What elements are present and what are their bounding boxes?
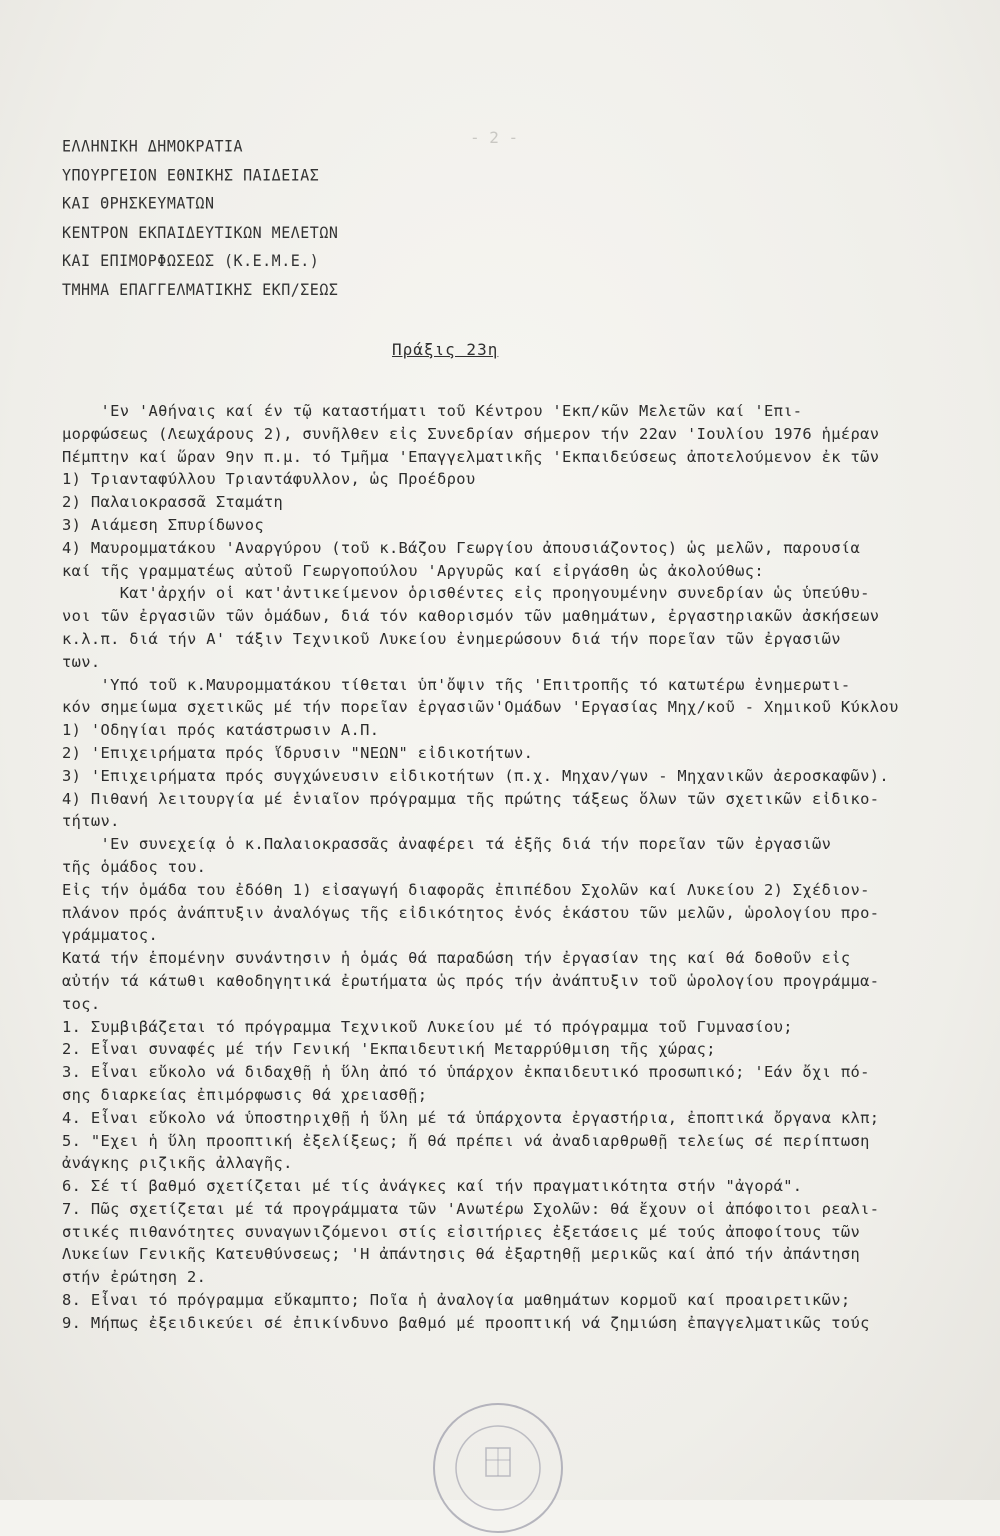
body-line: 'Υπό τοῦ κ.Μαυρομματάκου τίθεται ὑπ'ὄψιν τῆς 'Επιτροπῆς τό κατωτέρω ἐνημερωτι- <box>62 675 851 694</box>
body-line: Κατ'ἀρχήν οἱ κατ'ἀντικείμενον ὁρισθέντες εἰς προηγουμένην συνεδρίαν ὡς ὑπεύθυ- <box>62 584 870 603</box>
body-line: 6. Σέ τί βαθμό σχετίζεται μέ τίς ἀνάγκες καί τήν πραγματικότητα στήν "ἀγορά". <box>62 1177 803 1196</box>
body-line: Κατά τήν ἑπομένην συνάντησιν ἡ ὁμάς θά παραδώση τήν ἐργασίαν της καί θά δοθοῦν εἰς <box>62 949 851 968</box>
body-line: 'Εν 'Αθήναις καί έν τῷ καταστήματι τοῦ Κέντρου 'Εκπ/κῶν Μελετῶν καί 'Επι- <box>62 402 803 420</box>
body-line: 3. Εἶναι εὔκολο νά διδαχθῇ ἡ ὕλη ἀπό τό ὑπάρχον ἐκπαιδευτικό προσωπικό; 'Εάν ὄχι πό- <box>62 1063 870 1082</box>
body-line: 3) Αιάμεση Σπυρίδωνος <box>62 515 264 534</box>
body-line: τῆς ὁμάδος του. <box>62 857 207 876</box>
page-number: - 2 - <box>470 128 519 147</box>
body-line: ἀνάγκης ριζικῆς ἀλλαγῆς. <box>62 1154 293 1173</box>
body-line: 2) Παλαιοκρασσᾶ Σταμάτη <box>62 493 284 512</box>
body-line: 9. Μήπως ἐξειδικεύει σέ ἐπικίνδυνο βαθμό μέ προοπτική νά ζημιώση ἐπαγγελματικῶς τούς <box>62 1313 870 1332</box>
body-line: Λυκείων Γενικῆς Κατευθύνσεως; 'Η ἀπάντησις θά ἐξαρτηθῇ μερικῶς καί ἀπό τήν ἀπάντηση <box>62 1245 861 1264</box>
body-line: 3) 'Επιχειρήματα πρός συγχώνευσιν εἰδικοτήτων (π.χ. Μηχαν/γων - Μηχανικῶν ἀεροσκαφῶν). <box>62 766 889 785</box>
letterhead-line: ΚΑΙ ΕΠΙΜΟΡΦΩΣΕΩΣ (Κ.Ε.Μ.Ε.) <box>62 250 320 271</box>
body-line: 'Εν συνεχείᾳ ὁ κ.Παλαιοκρασσᾶς ἀναφέρει τά ἑξῆς διά τήν πορεῖαν τῶν ἐργασιῶν <box>62 835 832 854</box>
body-line: σης διαρκείας ἐπιμόρφωσις θά χρειασθῇ; <box>62 1085 428 1104</box>
body-line: 4. Εἶναι εὔκολο νά ὑποστηριχθῇ ἡ ὕλη μέ τά ὑπάρχοντα ἐργαστήρια, ἐποπτικά ὄργανα κλπ; <box>62 1108 880 1127</box>
body-line: Πέμπτην καί ὥραν 9ην π.μ. τό Τμῆμα 'Επαγγελματικῆς 'Εκπαιδεύσεως ἀποτελούμενον ἐκ τῶν <box>62 447 880 466</box>
body-line: 2. Εἶναι συναφές μέ τήν Γενική 'Εκπαιδευτική Μεταρρύθμιση τῆς χώρας; <box>62 1040 716 1059</box>
body-line: αὐτήν τά κάτωθι καθοδηγητικά ἐρωτήματα ὡς πρός τήν ἀνάπτυξιν τοῦ ὡρολογίου προγράμμα- <box>62 971 880 990</box>
letterhead-line: ΚΑΙ ΘΡΗΣΚΕΥΜΑΤΩΝ <box>62 193 215 213</box>
body-line: 1) 'Οδηγίαι πρός κατάστρωσιν Α.Π. <box>62 721 380 740</box>
letterhead-line: ΤΜΗΜΑ ΕΠΑΓΓΕΛΜΑΤΙΚΗΣ ΕΚΠ/ΣΕΩΣ <box>62 279 339 299</box>
body-line: 5. "Εχει ἡ ὕλη προοπτική ἐξελίξεως; ἤ θά πρέπει νά ἀναδιαρθρωθῇ τελείως σέ περίπτωση <box>62 1131 870 1150</box>
body-line: στικές πιθανότητες συναγωνιζόμενοι στίς εἰσιτήριες ἐξετάσεις μέ τούς ἀποφοίτους τῶν <box>62 1222 861 1241</box>
body-line: καί τῆς γραμματέως αὐτοῦ Γεωργοπούλου 'Αργυρῶς καί εἰργάσθη ὡς ἀκολούθως: <box>62 561 764 580</box>
body-line: τήτων. <box>62 812 120 831</box>
body-line: 4) Πιθανή λειτουργία μέ ἑνιαῖον πρόγραμμα τῆς πρώτης τάξεως ὅλων τῶν σχετικῶν εἰδικο- <box>62 789 880 808</box>
body-line: στήν ἐρώτηση 2. <box>62 1268 207 1287</box>
body-line: των. <box>62 652 101 671</box>
body-line: 1) Τριανταφύλλου Τριαντάφυλλον, ὡς Προέδρου <box>62 470 476 489</box>
body-line: τος. <box>62 994 101 1013</box>
letterhead-line: ΕΛΛΗΝΙΚΗ ΔΗΜΟΚΡΑΤΙΑ <box>62 136 244 156</box>
letterhead-line: ΚΕΝΤΡΟΝ ΕΚΠΑΙΔΕΥΤΙΚΩΝ ΜΕΛΕΤΩΝ <box>62 222 339 242</box>
body-line: 2) 'Επιχειρήματα πρός ἵδρυσιν "ΝΕΩΝ" εἰδικοτήτων. <box>62 743 534 762</box>
letterhead <box>62 132 338 304</box>
body-line: κ.λ.π. διά τήν Α' τάξιν Τεχνικοῦ Λυκείου ἐνημερώσουν διά τήν πορεῖαν τῶν ἐργασιῶν <box>62 629 841 648</box>
body-line: 8. Εἶναι τό πρόγραμμα εὔκαμπτο; Ποῖα ἡ ἀναλογία μαθημάτων κορμοῦ καί προαιρετικῶν; <box>62 1291 851 1310</box>
body-line: 1. Συμβιβάζεται τό πρόγραμμα Τεχνικοῦ Λυκείου μέ τό πρόγραμμα τοῦ Γυμνασίου; <box>62 1017 793 1036</box>
body-line: κόν σημείωμα σχετικῶς μέ τήν πορεῖαν ἐργασιῶν'Ομάδων 'Εργασίας Μηχ/κοῦ - Χημικοῦ Κύκλου <box>62 698 899 717</box>
body-line: 4) Μαυρομματάκου 'Αναργύρου (τοῦ κ.Βάζου Γεωργίου ἀπουσιάζοντος) ὡς μελῶν, παρουσία <box>62 538 861 557</box>
body-line: 7. Πῶς σχετίζεται μέ τά προγράμματα τῶν 'Ανωτέρω Σχολῶν: θά ἔχουν οἱ ἀπόφοιτοι ρεαλι- <box>62 1199 880 1218</box>
letterhead-line: ΥΠΟΥΡΓΕΙΟΝ ΕΘΝΙΚΗΣ ΠΑΙΔΕΙΑΣ <box>62 164 320 185</box>
body-line: Εἰς τήν ὁμάδα του ἐδόθη 1) εἰσαγωγή διαφορᾶς ἐπιπέδου Σχολῶν καί Λυκείου 2) Σχέδιον- <box>62 880 870 899</box>
official-stamp-icon <box>430 1400 566 1536</box>
document-body <box>62 400 1000 1335</box>
body-line: νοι τῶν ἐργασιῶν τῶν ὁμάδων, διά τόν καθορισμόν τῶν μαθημάτων, ἐργαστηριακῶν ἀσκήσεων <box>62 607 880 626</box>
body-line: πλάνον πρός ἀνάπτυξιν ἀναλόγως τῆς εἰδικότητος ἑνός ἑκάστου τῶν μελῶν, ὡρολογίου προ- <box>62 903 880 922</box>
body-line: γράμματος. <box>62 926 159 945</box>
body-line: μορφώσεως (Λεωχάρους 2), συνῆλθεν εἰς Συνεδρίαν σήμερον τήν 22αν 'Ιουλίου 1976 ἡμέραν <box>62 424 880 443</box>
document-title: Πράξις 23η <box>392 340 499 359</box>
